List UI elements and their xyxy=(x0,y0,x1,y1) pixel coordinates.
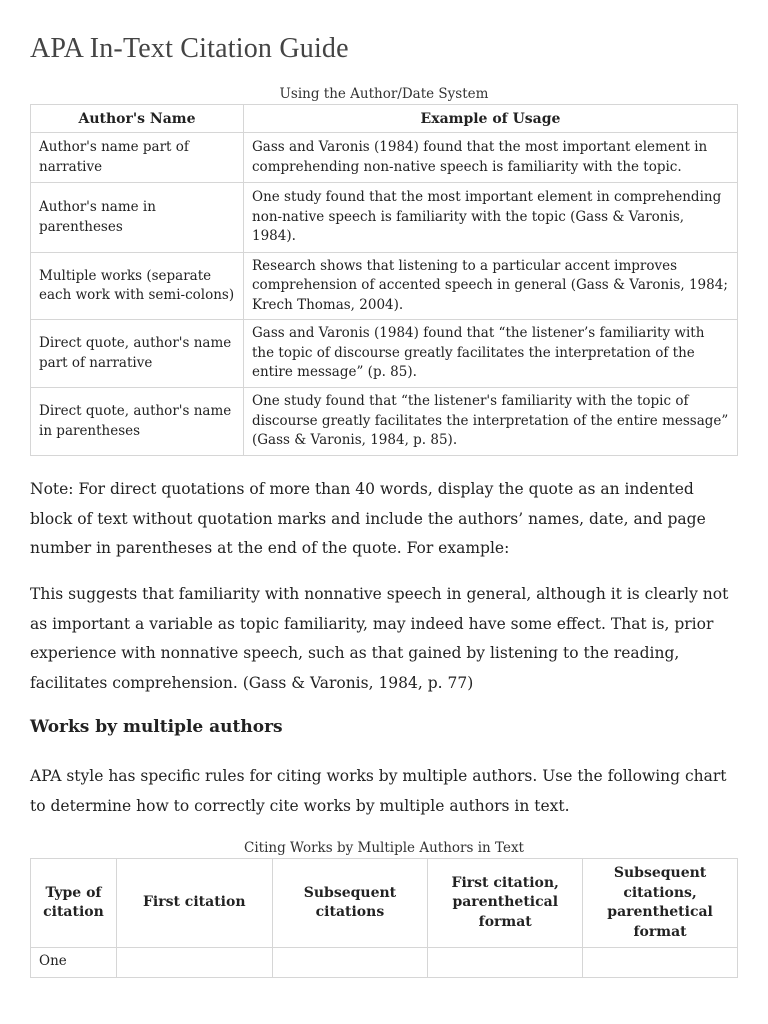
table-cell-example: Gass and Varonis (1984) found that the most important element in comprehending non-native speech is familiarity with the topic. xyxy=(244,133,738,183)
column-header-type-of-citation: Type of citation xyxy=(31,859,117,948)
table-cell-case: Direct quote, author's name in parentheses xyxy=(31,388,244,456)
multiple-authors-table xyxy=(30,858,738,978)
table-cell-example: One study found that “the listener's familiarity with the topic of discourse greatly facilitates the interpretation of the entire message” (Gass & Varonis, 1984, p. 85). xyxy=(244,388,738,456)
table-row xyxy=(31,948,738,978)
table-cell-example: One study found that the most important element in comprehending non-native speech is familiarity with the topic (Gass & Varonis, 1984). xyxy=(244,183,738,253)
column-header-authors-name: Author's Name xyxy=(31,105,244,133)
table-cell xyxy=(583,948,738,978)
note-paragraph: Note: For direct quotations of more than 40 words, display the quote as an indented block of text without quotation marks and include the authors’ names, date, and page number in parentheses at the end of the quote. For example: xyxy=(30,480,706,557)
table1-caption: Using the Author/Date System xyxy=(279,86,489,102)
column-header-subsequent-citations: Subsequent citations xyxy=(272,859,428,948)
table-cell-type: One xyxy=(31,948,117,978)
column-header-subsequent-citations-parenthetical: Subsequent citations, parenthetical format xyxy=(583,859,738,948)
table-cell xyxy=(272,948,428,978)
column-header-example-of-usage: Example of Usage xyxy=(244,105,738,133)
table-row xyxy=(31,253,738,320)
block-quote: This suggests that familiarity with nonnative speech in general, although it is clearly not as important a variable as topic familiarity, may indeed have some effect. That is, prior experience with nonnative speech, such as that gained by listening to the reading, facilitates comprehension. (Gass & Varonis, 1984, p. 77) xyxy=(30,585,729,692)
table-row xyxy=(31,388,738,456)
table2-caption: Citing Works by Multiple Authors in Text xyxy=(244,840,524,856)
table-cell-case: Multiple works (separate each work with semi-colons) xyxy=(31,253,244,320)
table-cell-example: Research shows that listening to a particular accent improves comprehension of accented speech in general (Gass & Varonis, 1984; Krech Thomas, 2004). xyxy=(244,253,738,320)
table-cell xyxy=(428,948,583,978)
table-cell-case: Author's name part of narrative xyxy=(31,133,244,183)
table-cell-case: Author's name in parentheses xyxy=(31,183,244,253)
table-cell-example: Gass and Varonis (1984) found that “the listener’s familiarity with the topic of discourse greatly facilitates the interpretation of the entire message” (p. 85). xyxy=(244,320,738,388)
column-header-first-citation-parenthetical: First citation, parenthetical format xyxy=(428,859,583,948)
column-header-first-citation: First citation xyxy=(116,859,272,948)
table-header-row xyxy=(31,859,738,948)
table-row xyxy=(31,320,738,388)
section-paragraph: APA style has specific rules for citing works by multiple authors. Use the following chart to determine how to correctly cite works by multiple authors in text. xyxy=(30,767,727,815)
table-row xyxy=(31,133,738,183)
table-cell xyxy=(116,948,272,978)
table-header-row xyxy=(31,105,738,133)
table-cell-case: Direct quote, author's name part of narrative xyxy=(31,320,244,388)
section-heading: Works by multiple authors xyxy=(30,717,283,737)
table-row xyxy=(31,183,738,253)
author-date-table xyxy=(30,104,738,456)
page-title: APA In-Text Citation Guide xyxy=(30,33,349,64)
